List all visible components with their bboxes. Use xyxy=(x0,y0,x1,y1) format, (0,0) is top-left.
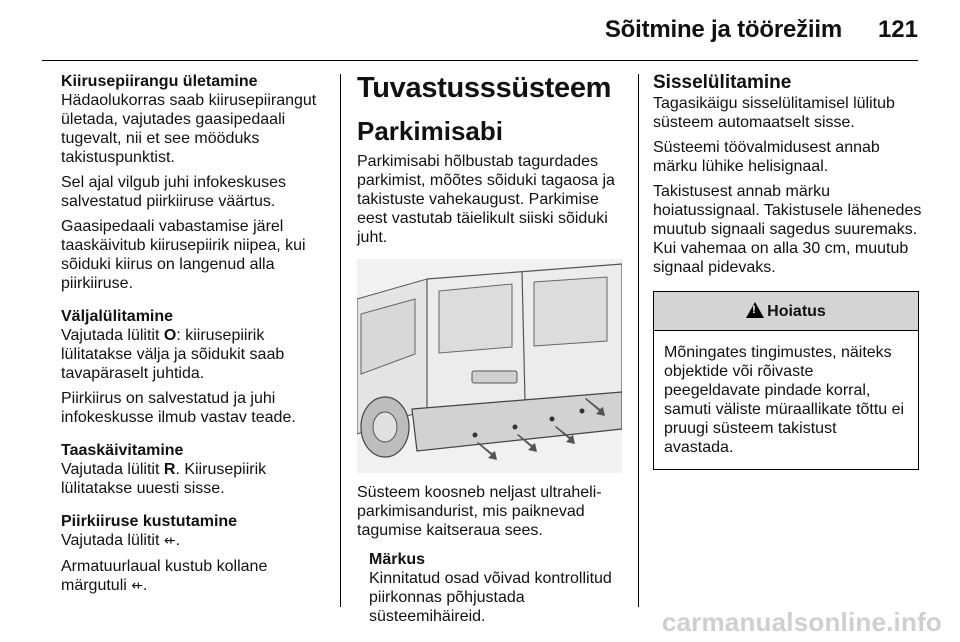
text-run: . Kiirusepiirik lülitatakse uuesti sisse. xyxy=(61,461,267,497)
column-2 xyxy=(357,72,627,626)
paragraph xyxy=(61,531,327,551)
text-run: . xyxy=(142,577,148,594)
header-rule xyxy=(42,60,918,61)
watermark: carmanualsonline.info xyxy=(661,607,942,637)
warning-title: Hoiatus xyxy=(767,302,826,320)
paragraph xyxy=(61,326,327,383)
paragraph: Piirkiirus on salvestatud ja juhi infokeskusse ilmub vastav teade. xyxy=(61,390,296,426)
note-title: Märkus xyxy=(369,551,426,568)
paragraph: Takistusest annab märku hoiatussignaal. Takistusele lähenedes muutub signaali sagedus suuremaks. Kui vahemaa on alla 30 cm, muutub signaal pidevaks. xyxy=(653,183,922,276)
section-title-speed-limit-exceed: Kiirusepiirangu ületamine xyxy=(61,73,258,90)
text-run: Armatuurlaual kustub kollane märgutuli xyxy=(61,558,268,594)
speed-limiter-icon: ⇷ xyxy=(131,578,143,594)
page-number: 121 xyxy=(877,16,918,43)
paragraph: Hädaolukorras saab kiirusepiirangut ületada, vajutades gaasipedaali tugevalt, nii et see mööduks takistuspunktist. xyxy=(61,92,317,166)
column-divider-2 xyxy=(638,74,639,607)
paragraph: Gaasipedaali vabastamise järel taaskäivitub kiirusepiirik niipea, kui sõiduki kiirus on langenud alla piirkiiruse. xyxy=(61,218,306,292)
section-title-switch-off: Väljalülitamine xyxy=(61,308,174,325)
switch-r-symbol: R xyxy=(163,461,176,478)
section-title-clear-limit: Piirkiiruse kustutamine xyxy=(61,513,238,530)
warning-text: Mõningates tingimustes, näiteks objektide või rõivaste peegeldavate pindade korral, samuti väliste müraallikate tõttu ei pruugi süsteem takistust avastada. xyxy=(664,344,905,456)
paragraph: Tagasikäigu sisselülitamisel lülitub süsteem automaatselt sisse. xyxy=(653,95,895,131)
text-run: . xyxy=(175,532,181,549)
paragraph: Süsteem koosneb neljast ultraheli-parkimisandurist, mis paiknevad tagumise kaitseraua sees. xyxy=(357,484,602,539)
paragraph: Süsteemi töövalmidusest annab märku lühike helisignaal. xyxy=(653,139,880,175)
van-rear-sensors-illustration xyxy=(357,259,622,473)
chapter-heading: Tuvastusssüsteem xyxy=(357,72,612,104)
speed-limiter-icon: ⇷ xyxy=(163,533,176,549)
page-header-title: Sõitmine ja töörežiim xyxy=(604,16,842,43)
column-divider-1 xyxy=(340,74,341,607)
column-1 xyxy=(61,72,327,596)
warning-box xyxy=(653,291,919,470)
note-text: Kinnitatud osad võivad kontrollitud piirkonnas põhjustada süsteemihäireid. xyxy=(369,570,612,625)
note-box xyxy=(357,550,627,626)
column-3 xyxy=(653,72,923,470)
paragraph xyxy=(61,460,327,498)
warning-header xyxy=(654,292,918,331)
paragraph: Parkimisabi hõlbustab tagurdades parkimist, mõõtes sõiduki tagaosa ja takistuste vahekaugust. Parkimise eest vastutab täielikult siiski sõiduki juht. xyxy=(357,153,615,246)
text-run: : kiirusepiirik lülitatakse välja ja sõidukit saab tavapäraselt juhtida. xyxy=(61,327,285,382)
van-rear-illustration-svg xyxy=(357,259,622,473)
text-run: Vajutada lülitit xyxy=(61,532,164,549)
section-heading: Parkimisabi xyxy=(357,116,503,146)
text-run: Vajutada lülitit xyxy=(61,327,164,344)
text-run: Vajutada lülitit xyxy=(61,461,164,478)
section-heading: Sisselülitamine xyxy=(653,72,792,93)
paragraph xyxy=(61,557,327,596)
section-title-resume: Taaskäivitamine xyxy=(61,442,184,459)
paragraph: Sel ajal vilgub juhi infokeskuses salvestatud piirkiiruse väärtus. xyxy=(61,174,287,210)
warning-triangle-icon xyxy=(746,302,764,318)
switch-o-symbol: O xyxy=(163,327,177,344)
